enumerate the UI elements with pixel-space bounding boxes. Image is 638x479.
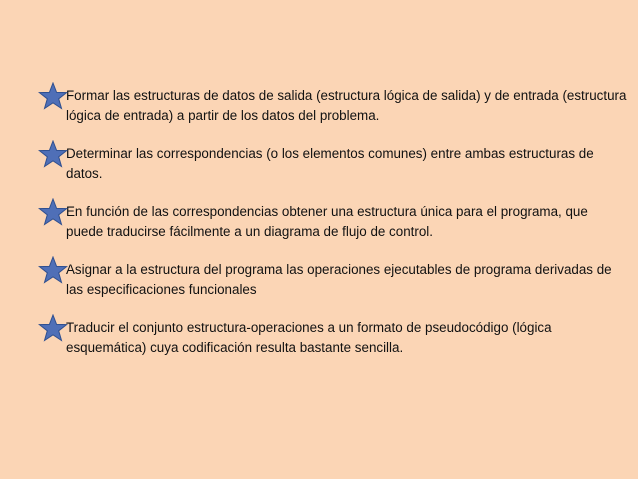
bullet-item [38, 318, 628, 357]
bullet-text: Determinar las correspondencias (o los elementos comunes) entre ambas estructuras de datos. [66, 146, 594, 181]
bullet-text: Asignar a la estructura del programa las operaciones ejecutables de programa derivadas de las especificaciones funcionales [66, 262, 612, 297]
bullet-text: En función de las correspondencias obtener una estructura única para el programa, que puede traducirse fácilmente a un diagrama de flujo de control. [66, 204, 588, 239]
star-icon [38, 256, 68, 284]
bullet-item [38, 86, 628, 125]
bullet-text: Traducir el conjunto estructura-operaciones a un formato de pseudocódigo (lógica esquemática) cuya codificación resulta bastante sencilla. [66, 320, 552, 355]
star-icon [38, 140, 68, 168]
bullet-list [38, 86, 628, 376]
bullet-item [38, 260, 628, 299]
bullet-item [38, 144, 628, 183]
star-icon [38, 82, 68, 110]
star-icon [38, 198, 68, 226]
bullet-text: Formar las estructuras de datos de salida (estructura lógica de salida) y de entrada (estructura lógica de entrada) a partir de los datos del problema. [66, 88, 627, 123]
star-icon [38, 314, 68, 342]
bullet-item [38, 202, 628, 241]
